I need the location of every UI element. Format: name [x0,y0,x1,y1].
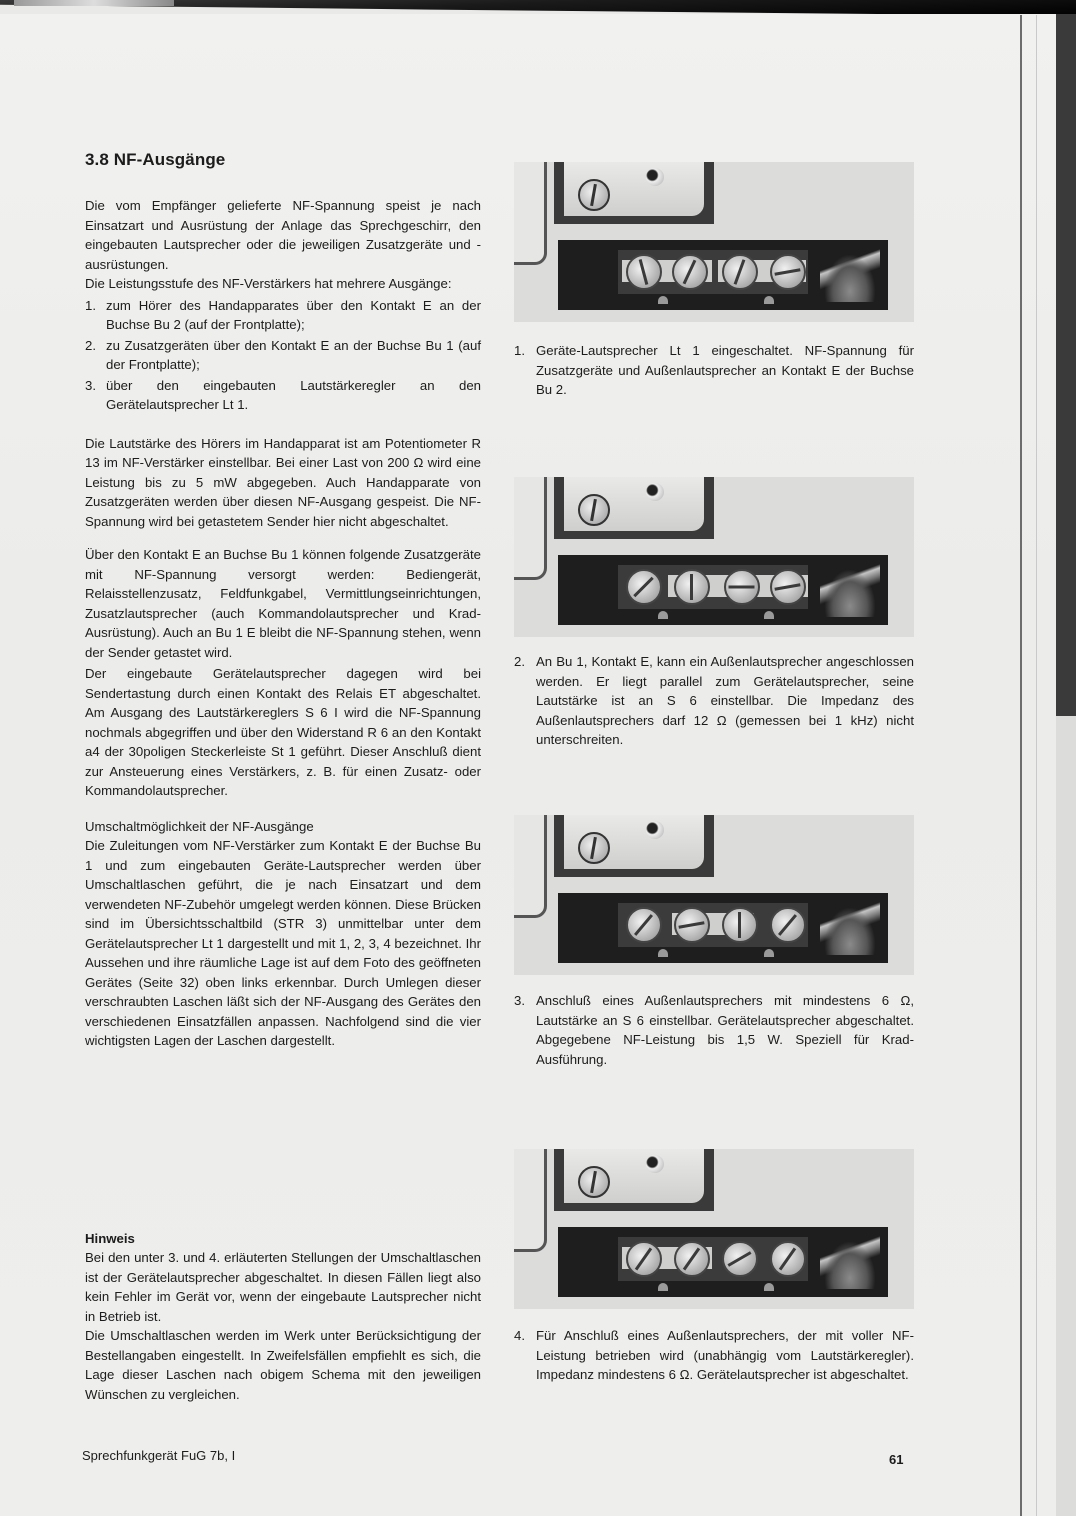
note-paragraph: Bei den unter 3. und 4. erläuterten Stellungen der Umschaltlaschen ist der Gerätelautsprecher abgeschaltet. In diesen Fällen liegt also kein Fehler im Gerät vor, wenn der eingebaute Lautsprecher nicht in Betrieb ist. [85,1250,481,1324]
terminal-screw-icon [674,907,710,943]
screw-icon [578,179,610,211]
intro-paragraph: Die vom Empfänger gelieferte NF-Spannung speist je nach Einsatzart und Ausrüstung der Anlage das Sprechgeschirr, den eingebauten Lautsprecher oder die jeweiligen Zusatzgeräte und -ausrüstungen. [85,198,481,272]
outputs-list-item [85,336,481,375]
terminal-screw-icon [626,907,662,943]
terminal-screw-icon [626,254,662,290]
figure-caption-4 [514,1326,914,1385]
section-title: 3.8 NF-Ausgänge [85,150,226,169]
outputs-intro: Die Leistungsstufe des NF-Verstärkers hat mehrere Ausgänge: [85,276,452,291]
terminal-screw-icon [722,1241,758,1277]
cable-icon [820,901,880,955]
knob-icon [646,1155,664,1173]
figure-photo-4 [514,1149,914,1309]
page-number: 61 [889,1452,904,1467]
speaker-paragraph: Der eingebaute Gerätelautsprecher dagegen wird bei Sendertastung durch einen Kontakt des Relais ET abgeschaltet. Am Ausgang des Lautstärkereglers S 6 I wird die NF-Spannung nochmals abgegriffen und über den Widerstand R 6 an den Kontakt a4 der 30poligen Steckerleiste St 1 geführt. Dieser Anschluß dient zur Ansteuerung eines Verstärkers, z. B. für einen Zusatz- oder Kommandolautsprecher. [85,666,481,798]
cable-icon [820,248,880,302]
housing-edge [514,477,547,580]
figure-caption-3 [514,991,914,1069]
scan-top-highlight [14,0,174,6]
knob-icon [646,168,664,186]
knob-icon [646,483,664,501]
screw-icon [578,494,610,526]
terminal-screw-icon [674,1241,710,1277]
caption-number: 3. [514,993,525,1008]
terminal-screw-icon [770,254,806,290]
housing-edge [514,162,547,265]
terminal-strip [558,1227,888,1297]
caption-number: 2. [514,654,525,669]
figure-photo-1 [514,162,914,322]
caption-text: Geräte-Lautsprecher Lt 1 eingeschaltet. NF-Spannung für Zusatzgeräte und Außenlautsprecher an Kontakt E der Buchse Bu 2. [536,343,914,397]
terminal-screw-icon [724,569,760,605]
list-number: 2. [85,337,96,353]
housing-edge [514,1149,547,1252]
caption-number: 4. [514,1328,525,1343]
terminal-screw-icon [626,569,662,605]
note-title: Hinweis [85,1231,135,1246]
outputs-list-item [85,296,481,335]
terminal-strip [558,555,888,625]
figure-caption-1 [514,341,914,400]
terminal-screw-icon [674,569,710,605]
speaker-cover [554,477,714,539]
speaker-cover [554,1149,714,1211]
outputs-list-item [85,376,481,415]
terminal-screw-icon [672,254,708,290]
scan-right-edge [1056,716,1076,1516]
cable-icon [820,1235,880,1289]
caption-text: Für Anschluß eines Außenlautsprechers, der mit voller NF-Leistung betrieben wird (unabhängig vom Lautstärkeregler). Impedanz mindestens 6 Ω. Gerätelautsprecher ist abgeschaltet. [536,1328,914,1382]
handset-paragraph: Die Lautstärke des Hörers im Handapparat ist am Potentiometer R 13 im NF-Verstärker einstellbar. Bei einer Last von 200 Ω wird eine Leistung bis zu 5 mW abgegeben. Auch Handapparate von Zusatzgeräten werden über diesen NF-Ausgang gespeist. Die NF-Spannung wird bei getastetem Sender hier nicht abgeschaltet. [85,435,481,529]
caption-text: An Bu 1, Kontakt E, kann ein Außenlautsprecher angeschlossen werden. Er liegt parallel zum Gerätelautsprecher, seine Lautstärke ist an S 6 einstellbar. Die Impedanz des Außenlautsprechers darf 12 Ω (gemessen bei 1 kHz) nicht unterschreiten. [536,654,914,747]
note-paragraph: Die Umschaltlaschen werden im Werk unter Berücksichtigung der Bestellangaben eingestellt. In Zweifelsfällen empfiehlt es sich, die Lage dieser Laschen nach obigem Schema mit den jeweiligen Wünschen zu vergleichen. [85,1328,481,1402]
housing-edge [514,815,547,918]
figure-photo-2 [514,477,914,637]
terminal-strip [558,893,888,963]
scan-right-shadow [1056,14,1076,716]
terminal-screw-icon [770,569,806,605]
page-binding-line [1020,15,1022,1516]
switch-paragraph: Die Zuleitungen vom NF-Verstärker zum Kontakt E der Buchse Bu 1 und zum eingebauten Geräte-Lautsprecher werden über Umschaltlaschen geführt, die je nach Einsatzart und dem verwendeten NF-Zubehör umgelegt werden können. Diese Brücken sind im Übersichtsschaltbild (STR 3) unmittelbar unter dem Gerätelautsprecher Lt 1 dargestellt und mit 1, 2, 3, 4 bezeichnet. Ihr Aussehen und ihre räumliche Lage ist auf dem Foto des geöffneten Gerätes (Seite 32) oben links erkennbar. Durch Umlegen dieser verschraubten Laschen läßt sich der NF-Ausgang des Gerätes den verschiedenen Einsatzfällen anpassen. Nachfolgend sind die vier wichtigsten Lagen der Laschen dargestellt. [85,838,481,1048]
note-block [85,1229,481,1404]
footer-book-title: Sprechfunkgerät FuG 7b, I [82,1448,236,1463]
terminal-screw-icon [722,254,758,290]
terminal-screw-icon [770,1241,806,1277]
screw-icon [578,832,610,864]
page-edge-line [1036,15,1037,1516]
terminal-strip [558,240,888,310]
list-number: 3. [85,377,96,393]
figure-photo-3 [514,815,914,975]
list-text: zum Hörer des Handapparates über den Kontakt E an der Buchse Bu 2 (auf der Frontplatte); [106,297,481,332]
screw-icon [578,1166,610,1198]
caption-text: Anschluß eines Außenlautsprechers mit mindestens 6 Ω, Lautstärke an S 6 einstellbar. Gerätelautsprecher abgeschaltet. Abgegebene NF-Leistung bis 1,5 W. Speziell für Krad-Ausführung. [536,993,914,1067]
terminal-screw-icon [770,907,806,943]
cable-icon [820,563,880,617]
figure-caption-2 [514,652,914,750]
subheading: Umschaltmöglichkeit der NF-Ausgänge [85,818,314,834]
speaker-cover [554,162,714,224]
speaker-cover [554,815,714,877]
left-column [85,150,481,1051]
outputs-list [85,296,481,415]
list-text: über den eingebauten Lautstärkeregler an den Gerätelautsprecher Lt 1. [106,377,481,412]
knob-icon [646,821,664,839]
list-text: zu Zusatzgeräten über den Kontakt E an der Buchse Bu 1 (auf der Frontplatte); [106,337,481,372]
terminal-screw-icon [626,1241,662,1277]
terminal-screw-icon [722,907,758,943]
caption-number: 1. [514,343,525,358]
bu1-paragraph: Über den Kontakt E an Buchse Bu 1 können folgende Zusatzgeräte mit NF-Spannung versorgt werden: Bediengerät, Relaisstellenzusatz, Feldfunkgabel, Vermittlungseinrichtungen, Zusatzlautsprecher (auch Kommandolautsprecher und Krad-Ausrüstung). Auch an Bu 1 E bleibt die NF-Spannung stehen, wenn der Sender getastet wird. [85,547,481,660]
list-number: 1. [85,297,96,313]
